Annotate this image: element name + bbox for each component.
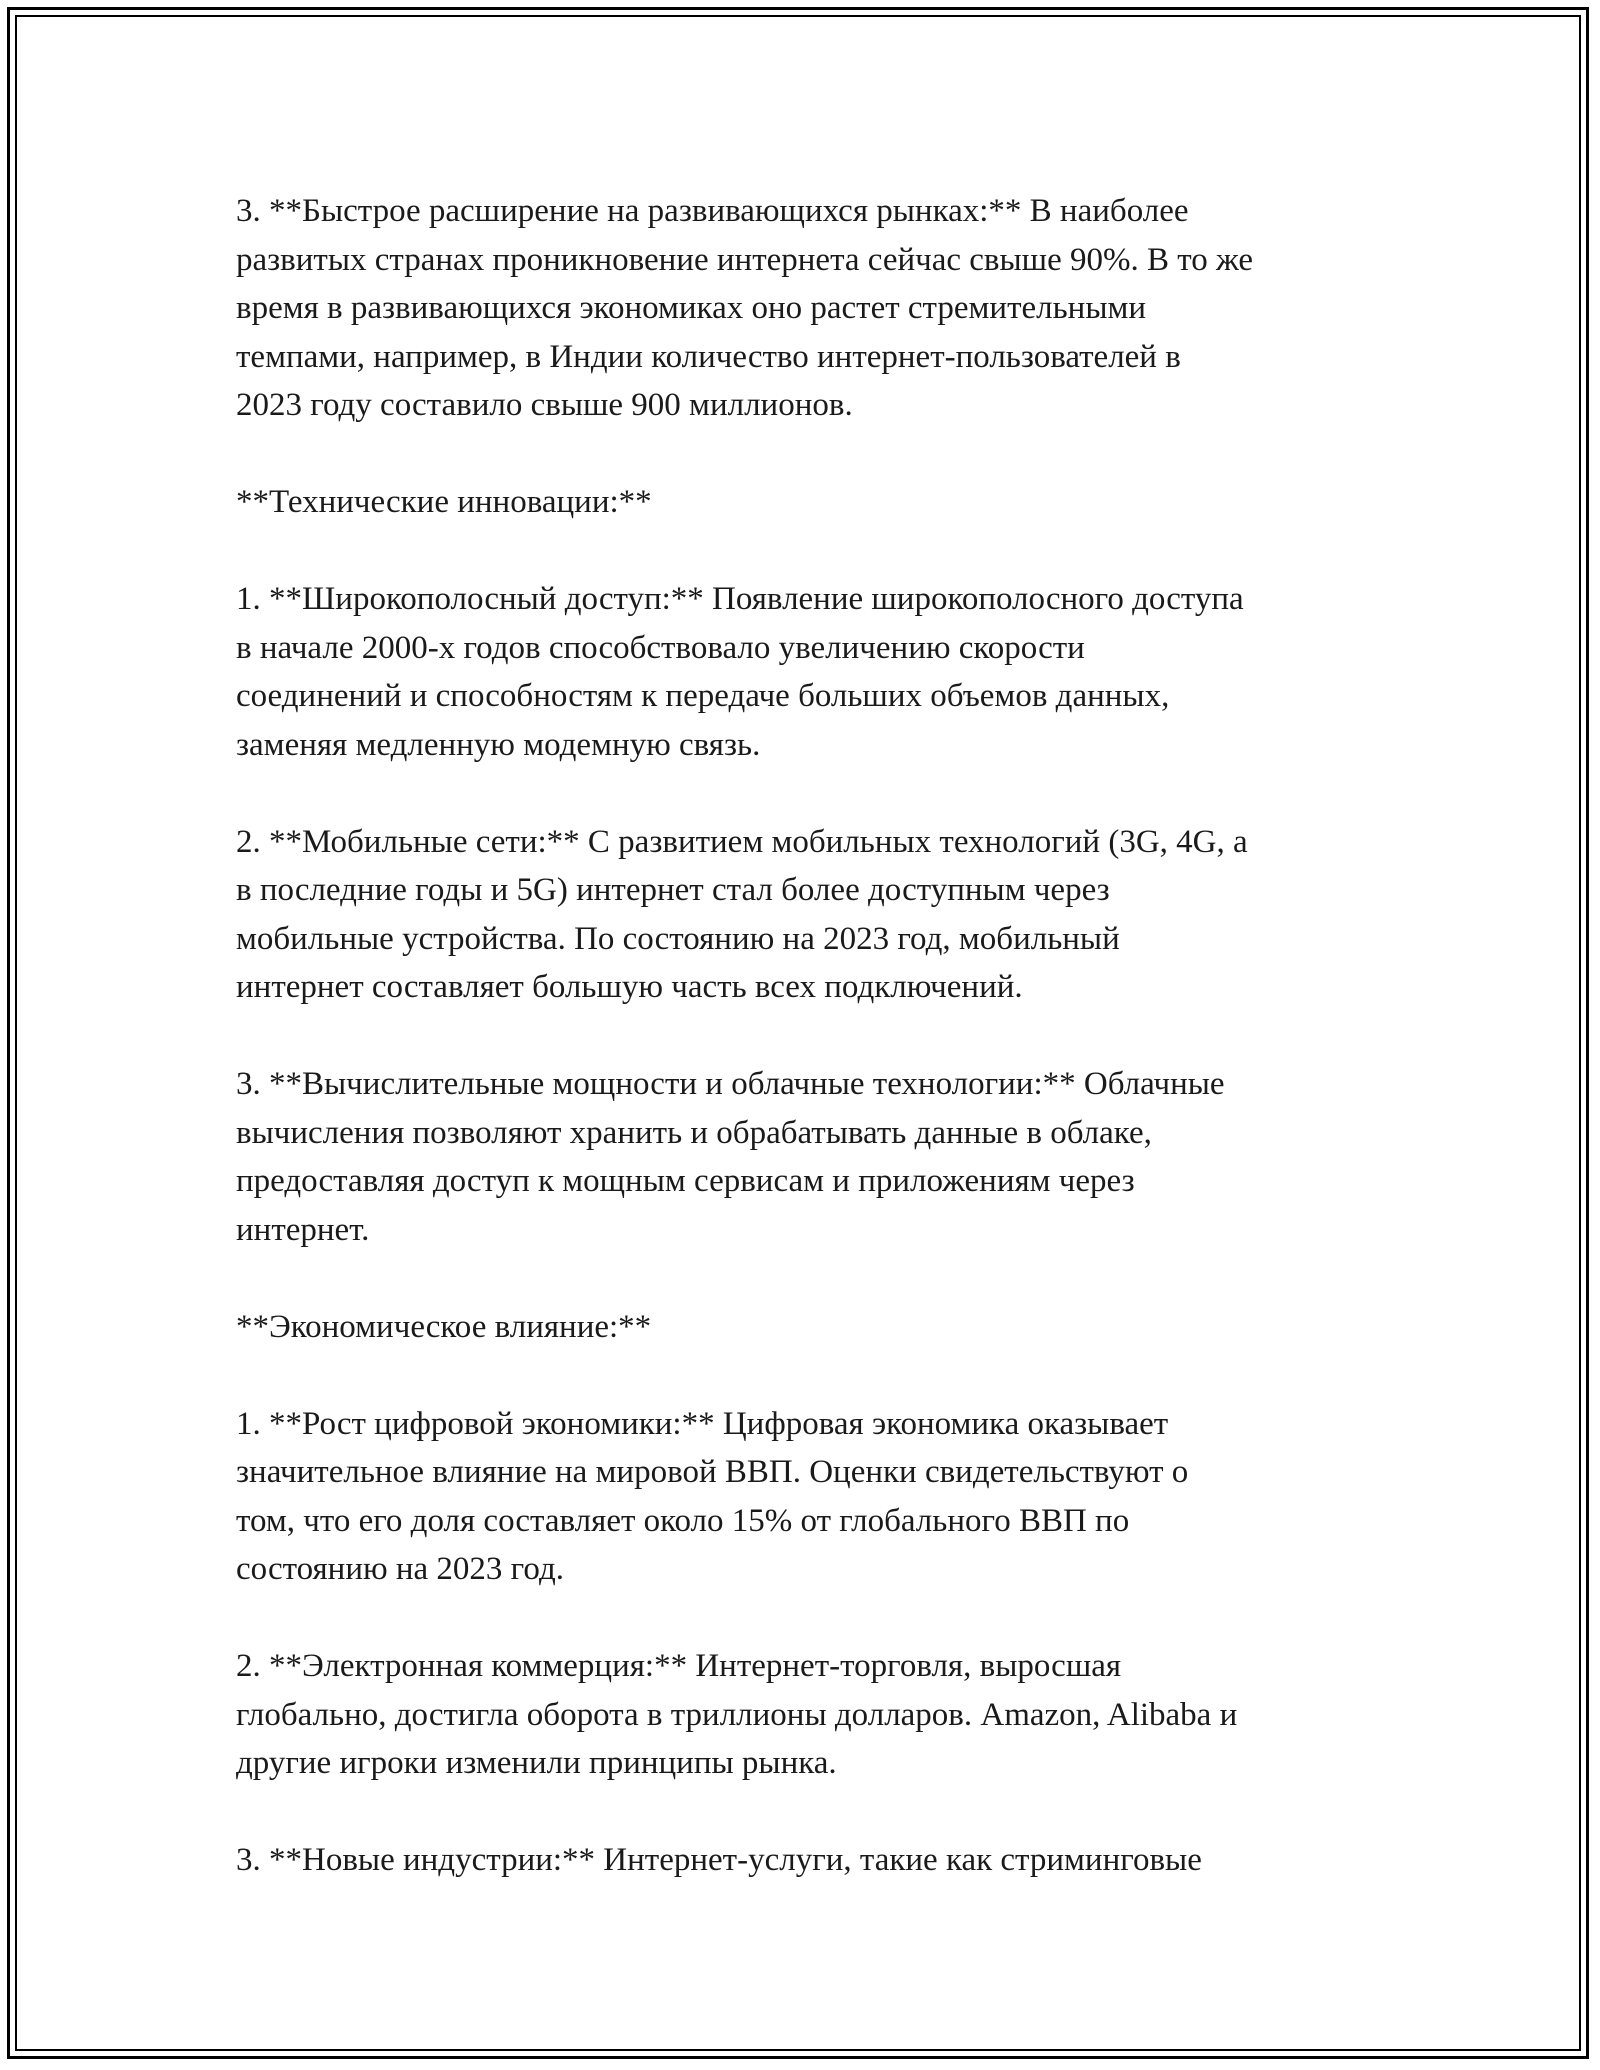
text-line: 3. **Быстрое расширение на развивающихся рынках:** В наиболее <box>236 193 1189 229</box>
text-line: глобально, достигла оборота в триллионы долларов. Amazon, Alibaba и <box>236 1696 1238 1733</box>
text-line: вычисления позволяют хранить и обрабатывать данные в облаке, <box>236 1114 1152 1151</box>
heading-text: **Экономическое влияние:** <box>236 1308 652 1345</box>
text-line: 1. **Рост цифровой экономики:** Цифровая экономика оказывает <box>236 1405 1169 1442</box>
text-line: интернет. <box>236 1211 370 1248</box>
text-line: 2. **Электронная коммерция:** Интернет-торговля, выросшая <box>236 1648 1122 1684</box>
text-line: 2023 году составило свыше 900 миллионов. <box>236 387 853 423</box>
paragraph-new-industries <box>236 1836 1386 1885</box>
paragraph-cloud-computing <box>236 1060 1386 1254</box>
text-line: значительное влияние на мировой ВВП. Оценки свидетельствуют о <box>236 1454 1189 1490</box>
text-line: 3. **Новые индустрии:** Интернет-услуги, такие как стриминговые <box>236 1842 1202 1878</box>
heading-economic-impact <box>236 1303 1386 1352</box>
heading-text: **Технические инновации:** <box>236 484 652 520</box>
text-line: время в развивающихся экономиках оно растет стремительными <box>236 290 1147 326</box>
paragraph-ecommerce <box>236 1642 1386 1788</box>
text-line: 3. **Вычислительные мощности и облачные технологии:** Облачные <box>236 1066 1225 1102</box>
text-line: 2. **Мобильные сети:** С развитием мобильных технологий (3G, 4G, а <box>236 823 1248 860</box>
text-line: том, что его доля составляет около 15% от глобального ВВП по <box>236 1502 1130 1539</box>
text-line: другие игроки изменили принципы рынка. <box>236 1745 837 1781</box>
text-line: заменяя медленную модемную связь. <box>236 726 761 763</box>
text-line: интернет составляет большую часть всех подключений. <box>236 969 1023 1005</box>
paragraph-mobile-networks <box>236 818 1386 1012</box>
text-line: в последние годы и 5G) интернет стал более доступным через <box>236 872 1110 908</box>
text-line: предоставляя доступ к мощным сервисам и приложениям через <box>236 1163 1135 1199</box>
text-line: мобильные устройства. По состоянию на 2023 год, мобильный <box>236 920 1120 957</box>
text-line: развитых странах проникновение интернета сейчас свыше 90%. В то же <box>236 241 1253 278</box>
text-line: темпами, например, в Индии количество интернет-пользователей в <box>236 338 1181 375</box>
paragraph-digital-economy <box>236 1400 1386 1594</box>
text-line: в начале 2000-х годов способствовало увеличению скорости <box>236 629 1085 666</box>
text-line: соединений и способностям к передаче больших объемов данных, <box>236 678 1170 714</box>
document-body <box>236 187 1386 1933</box>
paragraph-broadband <box>236 575 1386 769</box>
text-line: 1. **Широкополосный доступ:** Появление широкополосного доступа <box>236 581 1244 617</box>
paragraph-emerging-markets <box>236 187 1386 430</box>
text-line: состоянию на 2023 год. <box>236 1551 564 1587</box>
heading-technical-innovations <box>236 478 1386 527</box>
